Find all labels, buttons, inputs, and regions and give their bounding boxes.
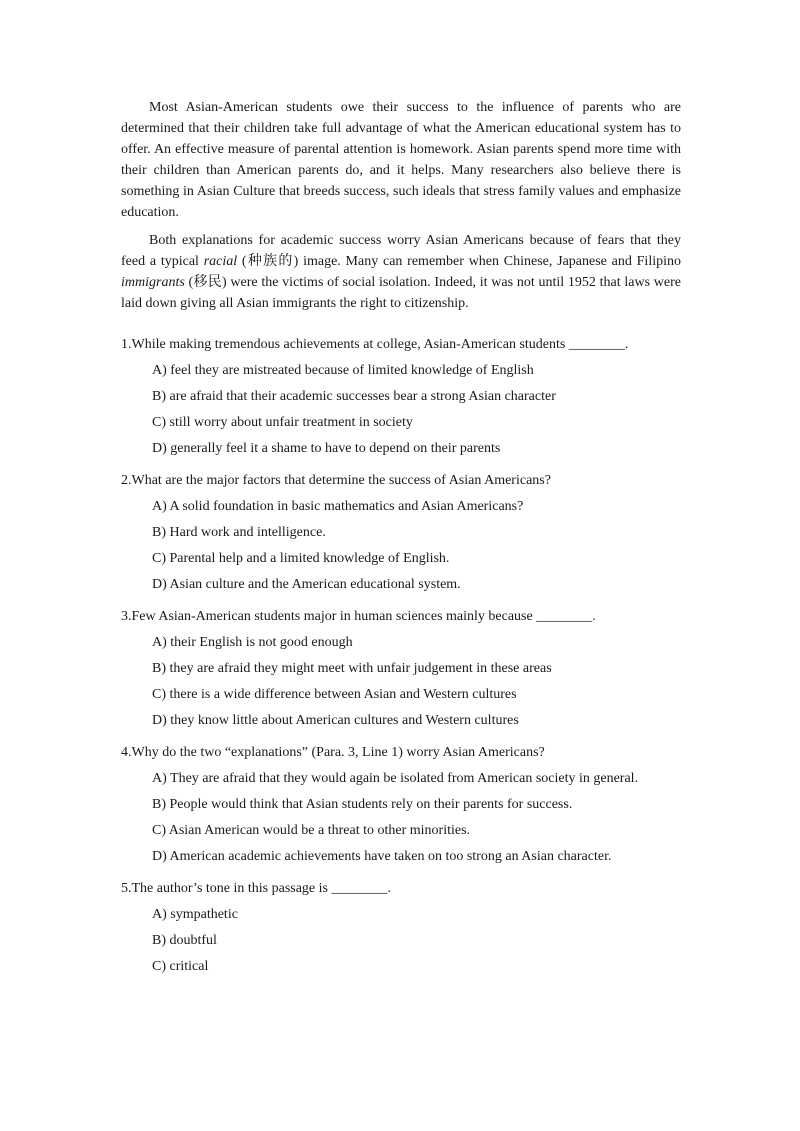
term-racial: racial (203, 254, 238, 269)
question-stem: 3.Few Asian-American students major in human sciences mainly because ________. (121, 609, 596, 624)
gloss-immigrants: (移民) were the victims of social isolation. Indeed, it was not until 1952 that laws were laid down giving all Asian immigrants the right to citizenship. (121, 275, 681, 311)
option-c: C) critical (152, 959, 209, 974)
option-c: C) there is a wide difference between Asian and Western cultures (152, 687, 517, 702)
question-stem: 4.Why do the two “explanations” (Para. 3, Line 1) worry Asian Americans? (121, 745, 545, 760)
option-d: D) generally feel it a shame to have to depend on their parents (152, 441, 501, 456)
question-5 (121, 879, 681, 977)
reading-passage (121, 97, 681, 321)
option-d: D) Asian culture and the American educational system. (152, 577, 461, 592)
option-a: A) feel they are mistreated because of limited knowledge of English (152, 363, 534, 378)
option-d: D) they know little about American cultures and Western cultures (152, 713, 519, 728)
option-c: C) Asian American would be a threat to other minorities. (152, 823, 471, 838)
question-2 (121, 471, 681, 595)
option-b: B) doubtful (152, 933, 217, 948)
option-a: A) their English is not good enough (152, 635, 353, 650)
passage-paragraph-1: Most Asian-American students owe their success to the influence of parents who are determined that their children take full advantage of what the American educational system has to offer. An effective measure of parental attention is homework. Asian parents spend more time with their children than American parents do, and it helps. Many researchers also believe there is something in Asian Culture that breeds success, such ideals that stress family values and emphasize education. (121, 100, 681, 220)
option-b: B) People would think that Asian students rely on their parents for success. (152, 797, 573, 812)
passage-paragraph-2 (121, 230, 681, 314)
option-a: A) A solid foundation in basic mathematics and Asian Americans? (152, 499, 524, 514)
term-immigrants: immigrants (121, 275, 185, 290)
question-stem: 2.What are the major factors that determine the success of Asian Americans? (121, 473, 551, 488)
option-a: A) They are afraid that they would again be isolated from American society in general. (152, 771, 639, 786)
question-list (121, 335, 681, 989)
gloss-racial: (种族的) image. Many can remember when Chinese, Japanese and Filipino (237, 254, 681, 269)
option-c: C) Parental help and a limited knowledge of English. (152, 551, 450, 566)
paragraph-2-text: Both explanations for academic success worry Asian Americans because of fears that they feed a typical (121, 233, 681, 269)
option-a: A) sympathetic (152, 907, 238, 922)
option-b: B) are afraid that their academic successes bear a strong Asian character (152, 389, 556, 404)
question-1 (121, 335, 681, 459)
option-d: D) American academic achievements have taken on too strong an Asian character. (152, 849, 612, 864)
option-c: C) still worry about unfair treatment in society (152, 415, 413, 430)
option-b: B) they are afraid they might meet with unfair judgement in these areas (152, 661, 552, 676)
question-3 (121, 607, 681, 731)
question-4 (121, 743, 681, 867)
question-stem: 5.The author’s tone in this passage is ________. (121, 881, 391, 896)
question-stem: 1.While making tremendous achievements at college, Asian-American students ________. (121, 337, 629, 352)
option-b: B) Hard work and intelligence. (152, 525, 326, 540)
